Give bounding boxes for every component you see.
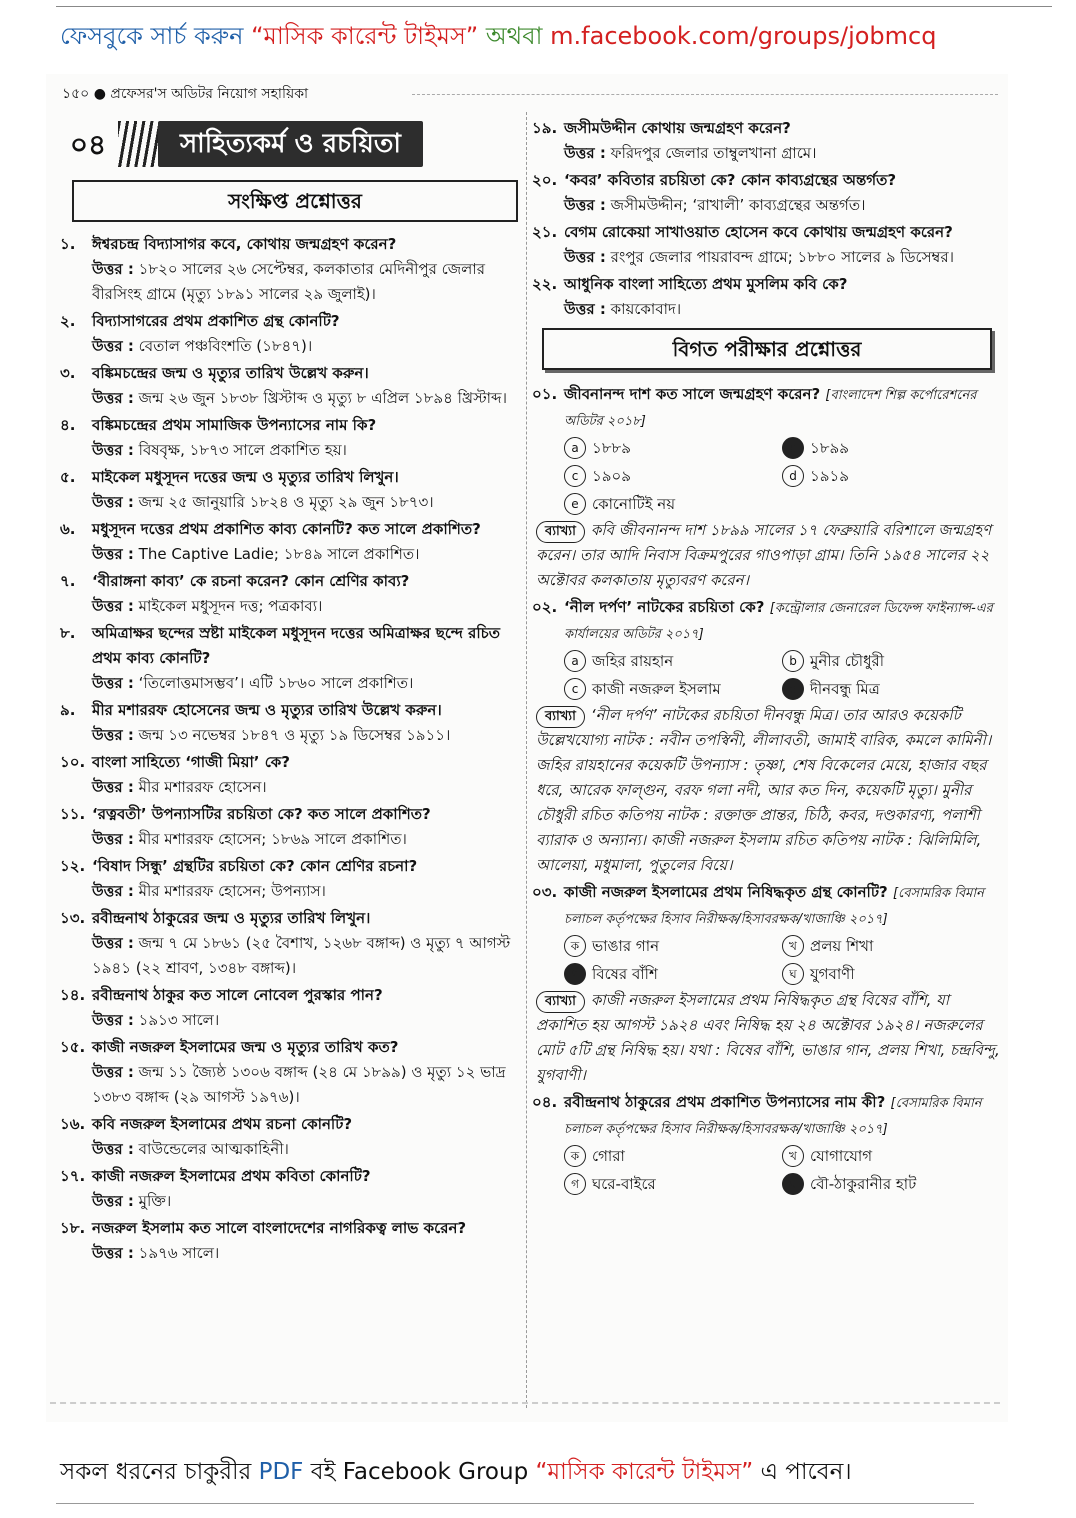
question-text: ‘বিষাদ সিন্ধু’ গ্রন্থটির রচয়িতা কে? কোন শ্রেণির রচনা? xyxy=(92,857,418,875)
question xyxy=(60,361,522,386)
question-number: ২২. xyxy=(532,275,558,293)
option-text: বিষের বাঁশি xyxy=(592,964,658,983)
qa-item xyxy=(532,116,1000,166)
question-number: ১৮. xyxy=(60,1219,86,1237)
option-text: প্রলয় শিখা xyxy=(810,936,874,955)
answer xyxy=(60,1189,522,1214)
option-text: ১৮৯৯ xyxy=(810,438,849,457)
page-bottom-rule xyxy=(50,1402,1000,1404)
qa-item xyxy=(60,802,522,852)
option-text: মুনীর চৌধুরী xyxy=(810,651,885,670)
answer xyxy=(532,193,1000,218)
answer-text: ‘তিলোত্তমাসম্ভব’। এটি ১৮৬০ সালে প্রকাশিত। xyxy=(138,674,414,692)
option xyxy=(564,1170,782,1198)
question-number: ০১. xyxy=(532,385,558,403)
answer xyxy=(60,334,522,359)
answer-label: উত্তর : xyxy=(92,493,134,511)
question-source: [বাংলাদেশ শিল্প কর্পোরেশনের অডিটর ২০১৮] xyxy=(564,388,977,429)
question xyxy=(60,1035,522,1060)
question xyxy=(60,698,522,723)
option-letter-circle: খ xyxy=(782,935,804,957)
question-text: ‘বীরাঙ্গনা কাব্য’ কে রচনা করেন? কোন শ্রেণির কাব্য? xyxy=(92,572,410,590)
bottom-rule xyxy=(56,1503,974,1504)
question xyxy=(532,272,1000,297)
question-number: ১৬. xyxy=(60,1115,86,1133)
question-source: [বেসামরিক বিমান চলাচল কর্তৃপক্ষের হিসাব নিরীক্ষক/হিসাবরক্ষক/খাজাঞ্চি ২০১৭] xyxy=(564,886,984,927)
chapter-number: ০৪ xyxy=(69,127,107,161)
short-qa-list-left xyxy=(60,232,522,1266)
question-number: ৫. xyxy=(60,468,76,486)
answer-label: উত্তর : xyxy=(92,260,134,278)
header-dash-rule xyxy=(412,94,998,95)
answer-text: রংপুর জেলার পায়রাবন্দ গ্রামে; ১৮৮০ সালের ৯ ডিসেম্বর। xyxy=(610,248,954,266)
option xyxy=(564,647,782,675)
answer-text: মীর মশাররফ হোসেন; ১৮৬৯ সালে প্রকাশিত। xyxy=(138,830,407,848)
option xyxy=(564,932,782,960)
option xyxy=(782,932,1000,960)
answer-label: উত্তর : xyxy=(92,389,134,407)
bottom-banner-text-3: এ পাবেন। xyxy=(760,1459,852,1485)
question xyxy=(60,621,522,671)
question-text: মাইকেল মধুসূদন দত্তের জন্ম ও মৃত্যুর তারিখ লিখুন। xyxy=(92,468,399,486)
top-banner-url[interactable]: m.facebook.com/groups/jobmcq xyxy=(550,22,937,50)
question-text: রবীন্দ্রনাথ ঠাকুর কত সালে নোবেল পুরস্কার পান? xyxy=(92,986,383,1004)
explanation xyxy=(532,518,1000,593)
question-number: ১৩. xyxy=(60,909,86,927)
answer-label: উত্তর : xyxy=(92,337,134,355)
answer xyxy=(60,1060,522,1110)
option-list xyxy=(532,1142,1000,1198)
answer xyxy=(60,386,522,411)
answer-label: উত্তর : xyxy=(92,1063,134,1081)
option-text: জহির রায়হান xyxy=(592,651,674,670)
qa-item xyxy=(60,1164,522,1214)
answer xyxy=(60,594,522,619)
answer-label: উত্তর : xyxy=(564,300,606,318)
question-number: ১২. xyxy=(60,857,86,875)
question-number: ২০. xyxy=(532,171,558,189)
question xyxy=(60,232,522,257)
qa-item xyxy=(60,465,522,515)
question-text: আধুনিক বাংলা সাহিত্যে প্রথম মুসলিম কবি কে? xyxy=(564,275,848,293)
qa-item xyxy=(60,361,522,411)
question-text: অমিত্রাক্ষর ছন্দের স্রষ্টা মাইকেল মধুসূদন দত্তের অমিত্রাক্ষর ছন্দে রচিত প্রথম কাব্য কোনটি? xyxy=(92,624,500,667)
option-letter-circle: ঘ xyxy=(782,963,804,985)
qa-item xyxy=(60,413,522,463)
filled-circle-icon: ঘ xyxy=(782,1173,804,1195)
explanation-text: কাজী নজরুল ইসলামের প্রথম নিষিদ্ধকৃত গ্রন্থ বিষের বাঁশি, যা প্রকাশিত হয় আগস্ট ১৯২৪ এবং নিষিদ্ধ হয় ২৪ অক্টোবর ১৯২৪। নজরুলের মোট ৫টি গ্রন্থ নিষিদ্ধ হয়। যথা : বিষের বাঁশি, ভাঙার গান, প্রলয় শিখা, চন্দ্রবিন্দু, যুগবাণী। xyxy=(536,991,1000,1084)
option xyxy=(782,1142,1000,1170)
question-body: ‘নীল দর্পণ’ নাটকের রচয়িতা কে? xyxy=(564,598,765,616)
question-text: কাজী নজরুল ইসলামের জন্ম ও মৃত্যুর তারিখ কত? xyxy=(92,1038,399,1056)
explanation-text: কবি জীবনানন্দ দাশ ১৮৯৯ সালের ১৭ ফেব্রুয়ারি বরিশালে জন্মগ্রহণ করেন। তার আদি নিবাস বিক্রমপুরের গাওপাড়া গ্রাম। তিনি ১৯৫৪ সালের ২২ অক্টোবর কলকাতায় মৃত্যুবরণ করেন। xyxy=(536,521,992,589)
answer-label: উত্তর : xyxy=(92,778,134,796)
qa-item xyxy=(60,1216,522,1266)
option-text: ১৮৮৯ xyxy=(592,438,631,457)
question-text: রবীন্দ্রনাথ ঠাকুরের জন্ম ও মৃত্যুর তারিখ লিখুন। xyxy=(92,909,371,927)
question-text: বঙ্কিমচন্দ্রের প্রথম সামাজিক উপন্যাসের নাম কি? xyxy=(92,416,377,434)
answer-label: উত্তর : xyxy=(564,196,606,214)
option xyxy=(782,960,1000,988)
bottom-banner-text-1: সকল ধরনের চাকুরীর xyxy=(60,1459,252,1485)
question-source: [বেসামরিক বিমান চলাচল কর্তৃপক্ষের হিসাব নিরীক্ষক/হিসাবরক্ষক/খাজাঞ্চি ২০১৭] xyxy=(564,1096,982,1137)
option-letter-circle: খ xyxy=(782,1145,804,1167)
qa-item xyxy=(532,168,1000,218)
answer xyxy=(60,931,522,981)
question-number: ১৯. xyxy=(532,119,558,137)
question xyxy=(60,854,522,879)
answer xyxy=(60,1241,522,1266)
answer xyxy=(60,671,522,696)
option-letter-circle: c xyxy=(564,678,586,700)
answer xyxy=(60,542,522,567)
question xyxy=(60,309,522,334)
qa-item xyxy=(60,309,522,359)
qa-item xyxy=(60,983,522,1033)
answer-text: জসীমউদ্দীন; ‘রাখালী’ কাব্যগ্রন্থের অন্তর্গত। xyxy=(610,196,866,214)
answer-text: মীর মশাররফ হোসেন; উপন্যাস। xyxy=(138,882,326,900)
question xyxy=(60,750,522,775)
answer xyxy=(60,775,522,800)
question-text: মধুসূদন দত্তের প্রথম প্রকাশিত কাব্য কোনটি? কত সালে প্রকাশিত? xyxy=(92,520,481,538)
answer-label: উত্তর : xyxy=(564,248,606,266)
option xyxy=(782,462,1000,490)
answer xyxy=(532,297,1000,322)
question-text: বেগম রোকেয়া সাখাওয়াত হোসেন কবে কোথায় জন্মগ্রহণ করেন? xyxy=(564,223,953,241)
qa-item xyxy=(60,621,522,696)
answer xyxy=(60,827,522,852)
exam-question xyxy=(532,880,1000,1088)
option-text: ঘরে-বাইরে xyxy=(592,1174,656,1193)
answer xyxy=(60,438,522,463)
chapter-stripes-decoration xyxy=(118,121,158,167)
answer xyxy=(532,141,1000,166)
right-column xyxy=(532,116,1000,1200)
question-number: ১৫. xyxy=(60,1038,86,1056)
question-number: ২১. xyxy=(532,223,558,241)
option-list xyxy=(532,932,1000,988)
question xyxy=(60,983,522,1008)
column-divider xyxy=(526,112,527,1408)
option-letter-circle: d xyxy=(782,465,804,487)
answer-label: উত্তর : xyxy=(92,934,134,952)
answer-label: উত্তর : xyxy=(92,830,134,848)
short-qa-section-title: সংক্ষিপ্ত প্রশ্নোত্তর xyxy=(72,180,518,222)
question-text xyxy=(564,880,1000,932)
question xyxy=(60,1216,522,1241)
option xyxy=(564,675,782,703)
question-number: ২. xyxy=(60,312,76,330)
question xyxy=(60,569,522,594)
qa-item xyxy=(532,220,1000,270)
question-text xyxy=(564,1090,1000,1142)
filled-circle-icon: b xyxy=(782,437,804,459)
question-number: ৩. xyxy=(60,364,76,382)
answer-label: উত্তর : xyxy=(92,1011,134,1029)
question-text: বিদ্যাসাগরের প্রথম প্রকাশিত গ্রন্থ কোনটি? xyxy=(92,312,340,330)
answer xyxy=(532,245,1000,270)
question xyxy=(532,220,1000,245)
option xyxy=(564,1142,782,1170)
question-text: মীর মশাররফ হোসেনের জন্ম ও মৃত্যুর তারিখ উল্লেখ করুন। xyxy=(92,701,442,719)
answer-text: ফরিদপুর জেলার তাম্বুলখানা গ্রামে। xyxy=(610,144,817,162)
top-banner-search-text: ফেসবুকে সার্চ করুন xyxy=(60,22,244,50)
bottom-banner xyxy=(60,1452,1050,1492)
option-text: বৌ-ঠাকুরানীর হাট xyxy=(810,1174,917,1193)
option-text: যুগবাণী xyxy=(810,964,855,983)
qa-item xyxy=(60,854,522,904)
answer-text: মীর মশাররফ হোসেন। xyxy=(138,778,267,796)
explanation xyxy=(532,988,1000,1088)
qa-item xyxy=(60,1035,522,1110)
option-text: কোনোটিই নয় xyxy=(592,494,676,513)
page-header: ১৫০ ● প্রফেসর'স অডিটর নিয়োগ সহায়িকা xyxy=(62,86,309,102)
answer-text: ১৯৭৬ সালে। xyxy=(138,1244,220,1262)
answer-text: ১৯১৩ সালে। xyxy=(138,1011,220,1029)
question-body: কাজী নজরুল ইসলামের প্রথম নিষিদ্ধকৃত গ্রন্থ কোনটি? xyxy=(564,883,888,901)
qa-item xyxy=(532,272,1000,322)
answer-label: উত্তর : xyxy=(92,882,134,900)
answer-text: বেতাল পঞ্চবিংশতি (১৮৪৭)। xyxy=(138,337,313,355)
explanation-tag: ব্যাখ্যা xyxy=(536,991,585,1013)
top-banner-group-name: “মাসিক কারেন্ট টাইমস” xyxy=(251,22,479,50)
question-number: ০৩. xyxy=(532,883,558,901)
option xyxy=(782,647,1000,675)
qa-item xyxy=(60,906,522,981)
top-banner xyxy=(60,14,1050,58)
question-number: ০২. xyxy=(532,598,558,616)
bottom-banner-group-name: “মাসিক কারেন্ট টাইমস” xyxy=(535,1459,754,1485)
option-text: গোরা xyxy=(592,1146,625,1165)
answer-text: জন্ম ২৫ জানুয়ারি ১৮২৪ ও মৃত্যু ২৯ জুন ১৮৭৩। xyxy=(138,493,434,511)
question xyxy=(532,382,1000,434)
question-body: রবীন্দ্রনাথ ঠাকুরের প্রথম প্রকাশিত উপন্যাসের নাম কী? xyxy=(564,1093,886,1111)
question xyxy=(60,906,522,931)
qa-item xyxy=(60,1112,522,1162)
explanation-text: ‘নীল দর্পণ’ নাটকের রচয়িতা দীনবন্ধু মিত্র। তার আরও কয়েকটি উল্লেখযোগ্য নাটক : নবীন তপস্বিনী, লীলাবতী, জামাই বারিক, কমলে কামিনী। জহির রায়হানের কয়েকটি উপন্যাস : তৃষ্ণা, শেষ বিকেলের মেয়ে, হাজার বছর ধরে, আরেক ফাল্গুন, বরফ গলা নদী, আর কত দিন, কয়েকটি মৃত্যু। মুনীর চৌধুরী রচিত কতিপয় নাটক : রক্তাক্ত প্রান্তর, চিঠি, কবর, দণ্ডকারণ্য, পলাশী ব্যারাক ও অন্যান্য। কাজী নজরুল ইসলাম রচিত কতিপয় নাটক : ঝিলিমিলি, আলেয়া, মধুমালা, পুতুলের বিয়ে। xyxy=(536,706,992,874)
question-number: ৬. xyxy=(60,520,76,538)
option-correct xyxy=(782,1170,1000,1198)
answer-label: উত্তর : xyxy=(92,674,134,692)
option-correct xyxy=(564,960,782,988)
qa-item xyxy=(60,698,522,748)
question-number: ৪. xyxy=(60,416,76,434)
question xyxy=(532,880,1000,932)
chapter-title: সাহিত্যকর্ম ও রচয়িতা xyxy=(158,121,423,167)
question-number: ১. xyxy=(60,235,76,253)
question-text xyxy=(564,382,1000,434)
answer-text: বিষবৃক্ষ, ১৮৭৩ সালে প্রকাশিত হয়। xyxy=(138,441,347,459)
explanation xyxy=(532,703,1000,878)
option-letter-circle: ক xyxy=(564,1145,586,1167)
qa-item xyxy=(60,750,522,800)
option-letter-circle: e xyxy=(564,493,586,515)
question-number: ১৭. xyxy=(60,1167,86,1185)
option-letter-circle: a xyxy=(564,650,586,672)
answer-label: উত্তর : xyxy=(92,1192,134,1210)
option-letter-circle: ক xyxy=(564,935,586,957)
question xyxy=(532,168,1000,193)
answer-text: জন্ম ৭ মে ১৮৬১ (২৫ বৈশাখ, ১২৬৮ বঙ্গাব্দ) ও মৃত্যু ৭ আগস্ট ১৯৪১ (২২ শ্রাবণ, ১৩৪৮ বঙ্গাব্দ)। xyxy=(92,934,511,977)
option-text: যোগাযোগ xyxy=(810,1146,873,1165)
question xyxy=(60,465,522,490)
question-number: ১০. xyxy=(60,753,86,771)
option-text: ১৯০৯ xyxy=(592,466,631,485)
answer-label: উত্তর : xyxy=(92,726,134,744)
answer-label: উত্তর : xyxy=(92,597,134,615)
option-text: কাজী নজরুল ইসলাম xyxy=(592,679,721,698)
option-correct xyxy=(782,434,1000,462)
option-text: দীনবন্ধু মিত্র xyxy=(810,679,880,698)
answer-label: উত্তর : xyxy=(92,1140,134,1158)
top-banner-or: অথবা xyxy=(485,22,543,50)
answer-text: জন্ম ১৩ নভেম্বর ১৮৪৭ ও মৃত্যু ১৯ ডিসেম্বর ১৯১১। xyxy=(138,726,451,744)
answer xyxy=(60,257,522,307)
question-number: ৭. xyxy=(60,572,76,590)
filled-circle-icon: d xyxy=(782,678,804,700)
chapter-heading xyxy=(60,116,522,172)
question-text: কবি নজরুল ইসলামের প্রথম রচনা কোনটি? xyxy=(92,1115,353,1133)
answer-text: The Captive Ladie; ১৮৪৯ সালে প্রকাশিত। xyxy=(138,545,420,563)
question-text: নজরুল ইসলাম কত সালে বাংলাদেশের নাগরিকত্ব লাভ করেন? xyxy=(92,1219,467,1237)
answer-text: ১৮২০ সালের ২৬ সেপ্টেম্বর, কলকাতার মেদিনীপুর জেলার বীরসিংহ গ্রামে (মৃত্যু ১৮৯১ সালের ২৯ জুলাই)। xyxy=(92,260,485,303)
option xyxy=(564,462,782,490)
answer-text: কায়কোবাদ। xyxy=(610,300,682,318)
explanation-tag: ব্যাখ্যা xyxy=(536,706,585,728)
bottom-banner-pdf: PDF xyxy=(258,1459,304,1485)
question-text: বঙ্কিমচন্দ্রের জন্ম ও মৃত্যুর তারিখ উল্লেখ করুন। xyxy=(92,364,369,382)
question-source: [কন্ট্রোলার জেনারেল ডিফেন্স ফাইন্যান্স-এর কার্যালয়ের অডিটর ২০১৭] xyxy=(564,601,993,642)
question-number: ০৪. xyxy=(532,1093,558,1111)
question-text: ‘কবর’ কবিতার রচয়িতা কে? কোন কাব্যগ্রন্থের অন্তর্গত? xyxy=(564,171,897,189)
question-text: ‘রত্নবতী’ উপন্যাসটির রচয়িতা কে? কত সালে প্রকাশিত? xyxy=(92,805,431,823)
answer-text: মুক্তি। xyxy=(138,1192,172,1210)
option-text: ১৯১৯ xyxy=(810,466,849,485)
answer-label: উত্তর : xyxy=(564,144,606,162)
exam-question xyxy=(532,1090,1000,1198)
question-number: ১৪. xyxy=(60,986,86,1004)
qa-item xyxy=(60,232,522,307)
answer-text: বাউন্ডেলের আত্মকাহিনী। xyxy=(138,1140,289,1158)
answer-label: উত্তর : xyxy=(92,1244,134,1262)
question xyxy=(532,1090,1000,1142)
option-list xyxy=(532,434,1000,518)
option-correct xyxy=(782,675,1000,703)
option-letter-circle: গ xyxy=(564,1173,586,1195)
exam-question-list xyxy=(532,382,1000,1198)
answer-text: মাইকেল মধুসূদন দত্ত; পত্রকাব্য। xyxy=(138,597,323,615)
option xyxy=(564,434,782,462)
short-qa-list-right xyxy=(532,116,1000,322)
exam-question xyxy=(532,595,1000,878)
answer-text: জন্ম ১১ জ্যৈষ্ঠ ১৩০৬ বঙ্গাব্দ (২৪ মে ১৮৯৯) ও মৃত্যু ১২ ভাদ্র ১৩৮৩ বঙ্গাব্দ (২৯ আগস্ট ১৯৭৬)। xyxy=(92,1063,506,1106)
qa-item xyxy=(60,569,522,619)
explanation-tag: ব্যাখ্যা xyxy=(536,521,585,543)
question-text: ঈশ্বরচন্দ্র বিদ্যাসাগর কবে, কোথায় জন্মগ্রহণ করেন? xyxy=(92,235,397,253)
answer-label: উত্তর : xyxy=(92,441,134,459)
question xyxy=(532,595,1000,647)
option-letter-circle: c xyxy=(564,465,586,487)
question-text: কাজী নজরুল ইসলামের প্রথম কবিতা কোনটি? xyxy=(92,1167,371,1185)
qa-item xyxy=(60,517,522,567)
filled-circle-icon: গ xyxy=(564,963,586,985)
question-text: বাংলা সাহিত্যে ‘গাজী মিয়া’ কে? xyxy=(92,753,291,771)
question-text xyxy=(564,595,1000,647)
answer xyxy=(60,879,522,904)
question xyxy=(60,802,522,827)
answer xyxy=(60,490,522,515)
question-number: ১১. xyxy=(60,805,86,823)
question xyxy=(60,517,522,542)
left-column xyxy=(60,116,522,1268)
question xyxy=(60,1112,522,1137)
option-letter-circle: a xyxy=(564,437,586,459)
option xyxy=(564,490,782,518)
answer-label: উত্তর : xyxy=(92,545,134,563)
question xyxy=(532,116,1000,141)
answer-text: জন্ম ২৬ জুন ১৮৩৮ খ্রিস্টাব্দ ও মৃত্যু ৮ এপ্রিল ১৮৯৪ খ্রিস্টাব্দ। xyxy=(138,389,507,407)
question xyxy=(60,413,522,438)
option-letter-circle: b xyxy=(782,650,804,672)
question-text: জসীমউদ্দীন কোথায় জন্মগ্রহণ করেন? xyxy=(564,119,791,137)
option-text: ভাঙার গান xyxy=(592,936,660,955)
exam-section-title: বিগত পরীক্ষার প্রশ্নোত্তর xyxy=(542,328,992,370)
question xyxy=(60,1164,522,1189)
top-rule xyxy=(56,6,1052,7)
bottom-banner-text-2: বই Facebook Group xyxy=(310,1459,529,1485)
question-body: জীবনানন্দ দাশ কত সালে জন্মগ্রহণ করেন? xyxy=(564,385,821,403)
answer xyxy=(60,723,522,748)
question-number: ৯. xyxy=(60,701,76,719)
exam-question xyxy=(532,382,1000,593)
question-number: ৮. xyxy=(60,624,76,642)
option-list xyxy=(532,647,1000,703)
answer xyxy=(60,1137,522,1162)
answer xyxy=(60,1008,522,1033)
